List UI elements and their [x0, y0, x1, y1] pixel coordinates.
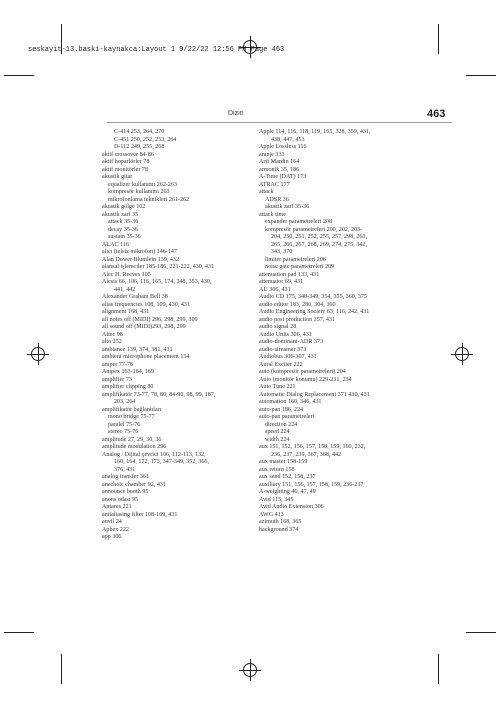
index-entry: ADSR 36: [265, 196, 289, 203]
index-entry: 441, 442: [114, 286, 136, 293]
index-entry: Audiobus 306-307, 431: [259, 354, 317, 360]
running-header-title: Dizin: [228, 110, 244, 117]
index-entry: ATRAC 177: [259, 181, 290, 188]
index-entry: amplifikatör 73-77, 78, 80, 84-90, 98, 99, 187,: [102, 391, 216, 398]
index-entry: 376, 431: [114, 466, 136, 473]
index-entry: automation 160, 346, 431: [259, 399, 322, 405]
index-entry: 438, 447, 453: [271, 136, 305, 143]
index-entry: amplitude modulation 296: [102, 444, 167, 450]
index-entry: alansal işlemciler 185-186, 221-222, 430, 431: [102, 264, 215, 270]
crop-mark-top-right-h: [466, 75, 496, 76]
index-entry: analog transfer 361: [102, 474, 150, 480]
index-entry: aktif hoparlörler 78: [102, 159, 150, 165]
index-entry: azimuth 168, 365: [259, 519, 302, 525]
crop-mark-top-left-h: [4, 75, 34, 76]
index-entry: auto-pan 186, 224: [259, 406, 304, 413]
index-entry: 203, 264: [114, 399, 136, 405]
index-entry: Alesis 66, 106, 116, 165, 174, 348, 353, 430,: [102, 279, 212, 285]
crop-mark-bottom-right-h: [466, 632, 496, 633]
index-entry: 236, 237, 239, 367, 368, 442: [271, 451, 342, 458]
index-entry: width 224: [265, 436, 290, 443]
index-entry: audio editor 183, 280, 304, 360: [259, 301, 336, 308]
index-entry: ALAC 116: [102, 241, 130, 248]
index-entry: audio post production 357, 431: [259, 316, 335, 323]
print-slug: seskayit-13.baski-kaynakca:Layout 1 9/22/22 12:56 PM Page 463: [28, 46, 285, 54]
index-entry: amplitude 27, 29, 30, 36: [102, 436, 162, 443]
index-entry: all sound off (MIDI)293, 298, 299: [102, 324, 186, 330]
index-entry: akustik gölge 102: [102, 204, 146, 210]
index-entry: all notes off (MIDI) 296, 298, 299, 309: [102, 316, 198, 323]
index-entry: aktif monitörler 78: [102, 166, 149, 173]
crop-mark-bottom-left-h: [4, 632, 34, 633]
index-entry: direction 224: [265, 421, 298, 428]
index-entry: audio-dominant-ADR 373: [259, 339, 324, 345]
index-entry: anvil 24: [102, 519, 122, 525]
index-entry: expander parametreleri 208: [265, 219, 332, 225]
index-entry: aranje 333: [259, 151, 285, 158]
index-entry: Audio CD 175, 348-349, 354, 355, 360, 375: [259, 294, 367, 300]
index-entry: 204, 250, 251, 252, 255, 257, 298, 263,: [271, 234, 367, 240]
index-entry: kompresör kullanımı 263: [108, 189, 170, 195]
index-entry: aktif crossover 84-86: [102, 151, 154, 158]
index-entry: auxiliary 151, 156, 157, 158, 159, 236-237: [259, 481, 364, 488]
index-entry: anechoic chamber 92, 431: [102, 481, 166, 488]
index-entry: amper 77-78: [102, 361, 133, 368]
index-entry: Arif Mardin 164: [259, 159, 300, 165]
index-entry: alignment 168, 431: [102, 309, 150, 315]
index-entry: audio-streamer 373: [259, 346, 307, 353]
index-entry: attack time: [259, 211, 286, 218]
index-entry: announce booth 95: [102, 489, 149, 495]
index-entry: A-weighting 46, 47, 49: [259, 489, 316, 495]
registration-mark-left: [31, 347, 45, 361]
index-column-left: [102, 129, 270, 542]
index-entry: Avid 115, 345: [259, 496, 294, 503]
index-entry: limiter parametreleri 206: [265, 256, 326, 263]
index-entry: audio signal 28: [259, 324, 297, 330]
index-entry: amplifikatör bağlantıları: [102, 406, 162, 413]
index-entry: alias frequencies 108, 109, 430, 431: [102, 301, 190, 308]
index-entry: Alexander Graham Bell 38: [102, 294, 168, 300]
index-entry: Audio Engineering Society 63, 116, 242, 431: [259, 309, 370, 315]
index-entry: Altec 98: [102, 331, 123, 338]
index-entry: auto (kompresör parametreleri) 204: [259, 369, 346, 375]
index-entry: akustik gitar: [102, 174, 133, 180]
index-entry: akustik zarf 35-36: [265, 204, 310, 210]
header-rule: [107, 122, 452, 123]
index-column-right: [259, 129, 435, 534]
index-entry: Automatic Dialog Replacement 371 430, 431: [259, 391, 370, 398]
index-entry: decay 35-36: [108, 226, 138, 233]
index-entry: akustik zarf 35: [102, 211, 139, 218]
crop-mark-top-right-v: [438, 24, 439, 54]
index-entry: attenuator 69, 431: [259, 279, 304, 285]
index-entry: AU 306, 431: [259, 286, 291, 293]
index-entry: AWG 413: [259, 511, 284, 518]
index-entry: noise gate parametreleri 209: [265, 264, 335, 270]
index-entry: amplifier clipping 80: [102, 384, 154, 390]
index-entry: aux 151, 152, 156, 157, 158, 159, 160, 232,: [259, 444, 366, 450]
index-entry: attack 35-36: [108, 219, 139, 225]
index-entry: armonik 35, 186: [259, 166, 300, 173]
index-entry: aux send 152, 158, 237: [259, 474, 316, 480]
index-entry: Aphex 222: [102, 526, 129, 533]
index-entry: 343, 370: [271, 249, 293, 255]
index-entry: D-112 249, 255, 268: [114, 144, 165, 150]
index-entry: amplifier 73: [102, 376, 132, 383]
index-entry: A-Time (DAT) 173: [259, 174, 307, 180]
index-entry: mikrofonlama teknikleri 261-262: [108, 196, 190, 203]
index-entry: Analog / Dijital çevrici 106, 112-113, 132,: [102, 451, 206, 458]
index-entry: equalizer kullanımı 262-263: [108, 181, 178, 188]
index-entry: ambient microphone placement 134: [102, 354, 190, 360]
index-entry: Aural Exciter 222: [259, 361, 303, 368]
index-entry: Auto (monitör konumu) 229-231, 234: [259, 376, 352, 383]
index-entry: auto-pan parametreleri: [259, 414, 315, 420]
registration-mark-top: [243, 40, 257, 54]
index-entry: C-414 253, 264, 270: [114, 129, 165, 135]
index-entry: Apple 114, 116, 118, 119, 165, 328, 359, 431,: [259, 129, 371, 135]
index-entry: C-451 250, 252, 253, 264: [114, 136, 177, 143]
crop-mark-top-left-v: [61, 24, 62, 54]
index-entry: aux return 158: [259, 466, 295, 473]
index-entry: attack: [259, 189, 274, 195]
index-entry: attenuation pad 133, 431: [259, 271, 320, 278]
index-entry: background 374: [259, 526, 299, 533]
index-entry: app 306: [102, 534, 122, 540]
index-entry: Audio Units 306, 431: [259, 331, 312, 338]
index-entry: anons odası 95: [102, 496, 139, 503]
index-entry: kompresör parametreleri 200, 202, 203-: [265, 226, 363, 233]
page-number: 463: [427, 108, 446, 120]
index-entry: speed 224: [265, 429, 290, 435]
index-entry: Avid Audio Extension 306: [259, 504, 324, 510]
index-entry: sustain 35-36: [108, 234, 141, 240]
index-entry: ambiance 139, 374, 381, 431: [102, 346, 173, 353]
index-entry: Alan Dower Blumlein 139, 432: [102, 256, 180, 263]
registration-mark-bottom: [243, 663, 257, 677]
index-entry: alto 252: [102, 339, 122, 345]
index-entry: mono bridge 75-77: [108, 414, 155, 420]
registration-mark-right: [455, 347, 469, 361]
index-entry: Ampex 163-164, 169: [102, 369, 154, 375]
crop-mark-bottom-right-v: [438, 654, 439, 684]
index-entry: Antares 221: [102, 504, 132, 510]
index-entry: stereo 75-76: [108, 429, 139, 435]
index-entry: aux master 158-159: [259, 459, 308, 465]
index-entry: alıcı (telsiz mikrofon) 146-147: [102, 249, 177, 255]
index-entry: 265, 266, 267, 268, 269, 274, 275, 342,: [271, 241, 367, 248]
index-entry: Auto Tune 221: [259, 384, 296, 390]
index-entry: Alec H. Reeves 105: [102, 271, 151, 278]
index-entry: Apple Lossless 116: [259, 144, 307, 150]
crop-mark-bottom-left-v: [61, 654, 62, 684]
index-entry: paralel 75-76: [108, 421, 141, 428]
index-entry: 160, 164, 172, 173, 347-349, 352, 366,: [114, 459, 209, 465]
index-entry: antialiasing filter 108-109, 431: [102, 511, 178, 518]
